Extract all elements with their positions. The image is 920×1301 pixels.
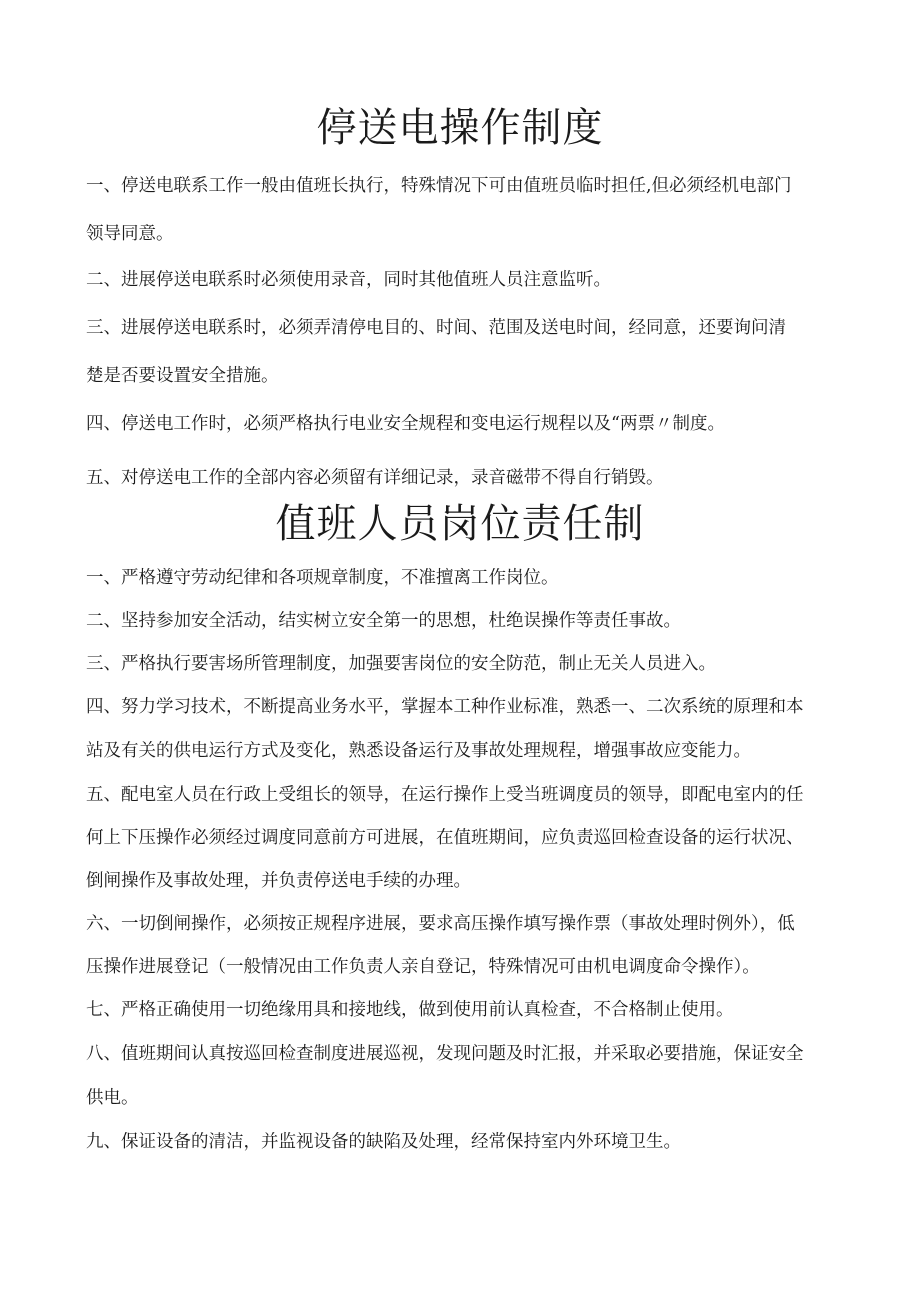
section1-line-2: 领导同意。 xyxy=(86,224,174,244)
section2-title: 值班人员岗位责任制 xyxy=(275,501,645,547)
section1-line-3: 二、进展停送电联系时必须使用录音，同时其他值班人员注意监听。 xyxy=(86,270,611,290)
section2-line-9: 六、一切倒闸操作，必须按正规程序进展，要求高压操作填写操作票（事故处理时例外），低 xyxy=(86,914,795,934)
section2-line-4: 四、努力学习技术，不断提高业务水平，掌握本工种作业标准，熟悉一、二次系统的原理和本 xyxy=(86,697,804,717)
section1-line-5: 楚是否要设置安全措施。 xyxy=(86,366,279,386)
section1-line-7: 五、对停送电工作的全部内容必须留有详细记录，录音磁带不得自行销毁。 xyxy=(86,468,664,488)
section2-line-10: 压操作进展登记（一般情况由工作负责人亲自登记，特殊情况可由机电调度命令操作）。 xyxy=(86,957,760,977)
section2-line-6: 五、配电室人员在行政上受组长的领导，在运行操作上受当班调度员的领导，即配电室内的任 xyxy=(86,785,804,805)
section2-line-8: 倒闸操作及事故处理，并负责停送电手续的办理。 xyxy=(86,871,471,891)
section2-line-13: 供电。 xyxy=(86,1088,139,1108)
section2-line-2: 二、坚持参加安全活动，结实树立安全第一的思想，杜绝误操作等责任事故。 xyxy=(86,611,681,631)
section2-line-14: 九、保证设备的清洁，并监视设备的缺陷及处理，经常保持室内外环境卫生。 xyxy=(86,1132,681,1152)
section1-line-1: 一、停送电联系工作一般由值班长执行，特殊情况下可由值班员临时担任,但必须经机电部门 xyxy=(86,176,792,196)
section2-line-5: 站及有关的供电运行方式及变化，熟悉设备运行及事故处理规程，增强事故应变能力。 xyxy=(86,741,751,761)
section2-line-12: 八、值班期间认真按巡回检查制度进展巡视，发现问题及时汇报，并采取必要措施，保证安全 xyxy=(86,1044,804,1064)
section1-title: 停送电操作制度 xyxy=(316,105,604,151)
section2-line-7: 何上下压操作必须经过调度同意前方可进展，在值班期间，应负责巡回检查设备的运行状况、 xyxy=(86,828,804,848)
section2-line-3: 三、严格执行要害场所管理制度，加强要害岗位的安全防范，制止无关人员进入。 xyxy=(86,654,716,674)
section1-line-4: 三、进展停送电联系时，必须弄清停电目的、时间、范围及送电时间，经同意，还要询问清 xyxy=(86,318,786,338)
section2-line-1: 一、严格遵守劳动纪律和各项规章制度，不准擅离工作岗位。 xyxy=(86,568,559,588)
section1-line-6: 四、停送电工作时，必须严格执行电业安全规程和变电运行规程以及“两票〃制度。 xyxy=(86,414,725,434)
section2-line-11: 七、严格正确使用一切绝缘用具和接地线，做到使用前认真检查，不合格制止使用。 xyxy=(86,1000,734,1020)
